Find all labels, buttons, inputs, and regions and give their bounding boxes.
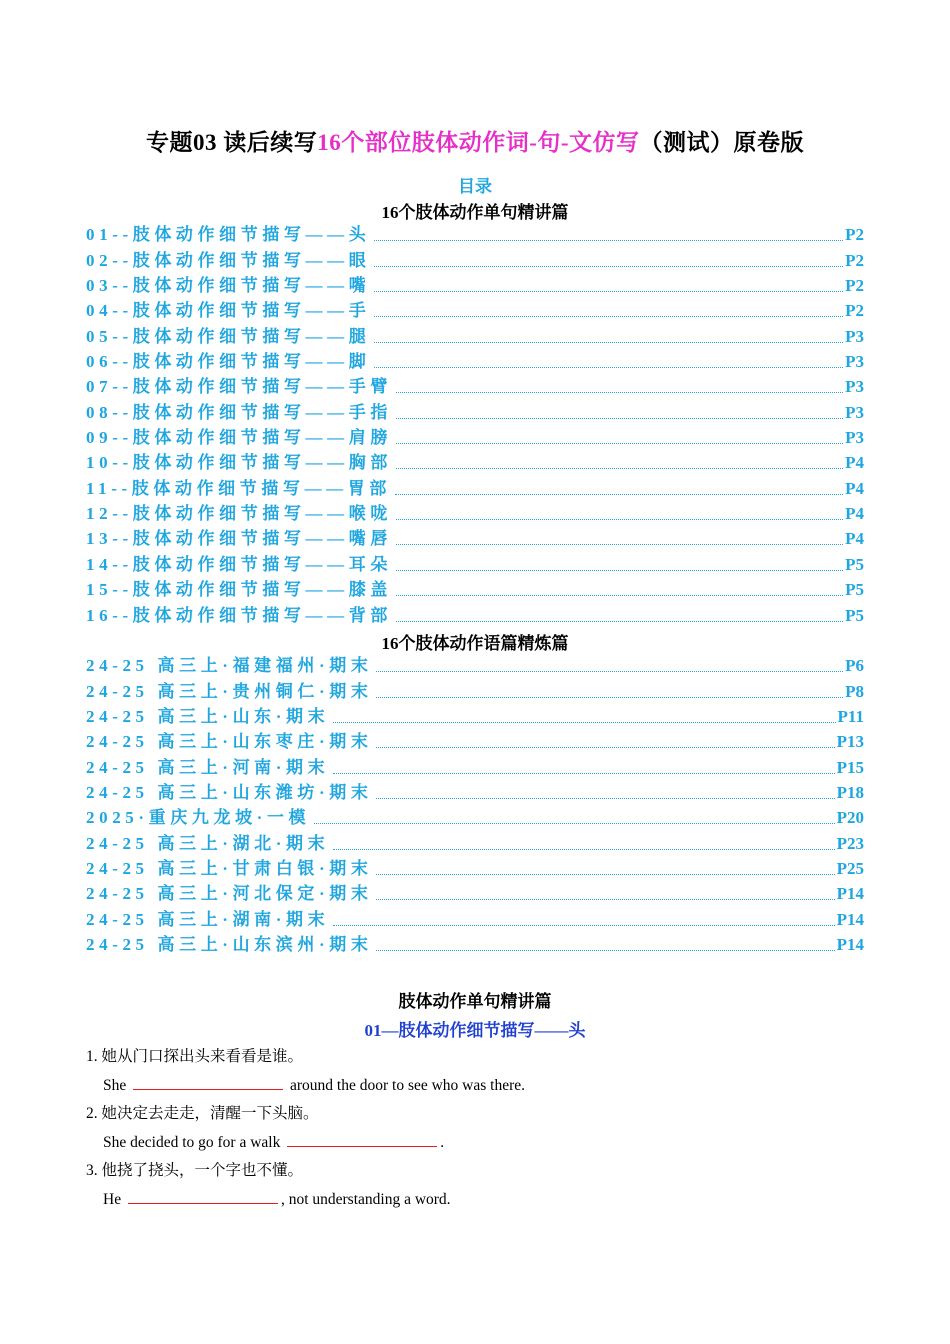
toc-dot-leader (396, 442, 843, 444)
question-1-answer-blank[interactable] (133, 1075, 283, 1090)
toc-entry[interactable] (86, 575, 864, 600)
toc-entry-label: 24-25 高三上·河南·期末 (86, 757, 330, 777)
toc-entry[interactable] (86, 904, 864, 929)
toc-dot-leader (333, 848, 834, 850)
toc-dot-leader (396, 620, 843, 622)
toc-entry-label: 24-25 高三上·山东潍坊·期末 (86, 783, 373, 803)
toc-entry-label: 24-25 高三上·甘肃白银·期末 (86, 859, 373, 879)
toc-dot-leader (374, 366, 843, 368)
toc-entry-label: 16--肢体动作细节描写——背部 (86, 605, 392, 625)
title-part-suffix: （测试）原卷版 (639, 130, 805, 155)
toc-entry[interactable] (86, 651, 864, 676)
toc-entry-label: 12--肢体动作细节描写——喉咙 (86, 504, 392, 524)
toc-entry[interactable] (86, 245, 864, 270)
toc-heading: 目录 (458, 177, 492, 196)
toc-entry[interactable] (86, 473, 864, 498)
toc-entry-label: 07--肢体动作细节描写——手臂 (86, 377, 392, 397)
toc-entry-page-number: P15 (836, 757, 864, 777)
toc-dot-leader (376, 949, 834, 951)
toc-entry-page-number: P3 (845, 402, 864, 422)
question-3-english (86, 1189, 886, 1218)
toc-entry[interactable] (86, 524, 864, 549)
toc-entry[interactable] (86, 600, 864, 625)
toc-dot-leader (396, 543, 843, 545)
toc-dot-leader (396, 569, 843, 571)
toc-entry-label: 14--肢体动作细节描写——耳朵 (86, 554, 392, 574)
toc-entry-page-number: P5 (845, 580, 864, 600)
title-part-prefix: 专题03 读后续写 (145, 130, 318, 155)
toc-dot-leader (333, 772, 834, 774)
toc-entry-label: 24-25 高三上·山东枣庄·期末 (86, 732, 373, 752)
toc-entry-page-number: P8 (845, 681, 864, 701)
toc-entry-label: 24-25 高三上·福建福州·期末 (86, 656, 373, 676)
toc-entry[interactable] (86, 423, 864, 448)
toc-dot-leader (374, 290, 843, 292)
toc-entry-page-number: P13 (836, 732, 864, 752)
toc-dot-leader (376, 696, 843, 698)
toc-entry-label: 03--肢体动作细节描写——嘴 (86, 276, 371, 296)
toc-entry[interactable] (86, 778, 864, 803)
toc-entry[interactable] (86, 448, 864, 473)
toc-dot-leader (395, 493, 843, 495)
toc-entry-page-number: P6 (845, 656, 864, 676)
exercise-list (86, 1046, 886, 1217)
toc-entry[interactable] (86, 803, 864, 828)
toc-entry-page-number: P4 (845, 504, 864, 524)
toc-entry-page-number: P3 (845, 428, 864, 448)
toc-section1-list (86, 220, 864, 626)
toc-entry-label: 09--肢体动作细节描写——肩膀 (86, 428, 392, 448)
toc-entry-label: 24-25 高三上·山东滨州·期末 (86, 935, 373, 955)
toc-entry-label: 02--肢体动作细节描写——眼 (86, 250, 371, 270)
toc-entry[interactable] (86, 702, 864, 727)
toc-entry-label: 04--肢体动作细节描写——手 (86, 301, 371, 321)
toc-section2-list (86, 651, 864, 955)
toc-entry-label: 05--肢体动作细节描写——腿 (86, 326, 371, 346)
toc-entry-page-number: P20 (836, 808, 864, 828)
toc-dot-leader (333, 924, 834, 926)
question-2-after-text: . (440, 1133, 445, 1151)
toc-entry[interactable] (86, 321, 864, 346)
toc-entry[interactable] (86, 347, 864, 372)
toc-entry-label: 24-25 高三上·山东·期末 (86, 707, 330, 727)
toc-entry[interactable] (86, 854, 864, 879)
toc-entry-label: 2025·重庆九龙坡·一模 (86, 808, 311, 828)
toc-entry-page-number: P3 (845, 326, 864, 346)
toc-entry-label: 24-25 高三上·湖南·期末 (86, 909, 330, 929)
toc-entry[interactable] (86, 930, 864, 955)
toc-entry-label: 15--肢体动作细节描写——膝盖 (86, 580, 392, 600)
question-1-after-text: around the door to see who was there. (290, 1076, 526, 1094)
toc-entry[interactable] (86, 397, 864, 422)
toc-entry-label: 01--肢体动作细节描写——头 (86, 225, 371, 245)
toc-entry-page-number: P4 (845, 529, 864, 549)
toc-entry-page-number: P5 (845, 605, 864, 625)
toc-dot-leader (333, 721, 835, 723)
toc-entry[interactable] (86, 220, 864, 245)
toc-entry[interactable] (86, 676, 864, 701)
toc-entry-page-number: P2 (845, 276, 864, 296)
toc-dot-leader (374, 341, 843, 343)
question-2-answer-blank[interactable] (287, 1132, 437, 1147)
toc-dot-leader (376, 746, 834, 748)
question-2-chinese: 2. 她决定去走走，清醒一下头脑。 (86, 1105, 319, 1122)
toc-dot-leader (376, 797, 834, 799)
toc-entry-page-number: P14 (836, 884, 864, 904)
toc-dot-leader (396, 391, 843, 393)
toc-entry-page-number: P2 (845, 225, 864, 245)
toc-dot-leader (374, 239, 843, 241)
toc-entry-page-number: P18 (836, 783, 864, 803)
toc-entry[interactable] (86, 296, 864, 321)
body-subsection-heading: 01—肢体动作细节描写——头 (364, 1021, 586, 1040)
toc-entry-page-number: P2 (845, 301, 864, 321)
toc-dot-leader (376, 670, 843, 672)
toc-entry-label: 13--肢体动作细节描写——嘴唇 (86, 529, 392, 549)
document-title (0, 124, 950, 157)
question-3-answer-blank[interactable] (128, 1189, 278, 1204)
toc-dot-leader (374, 265, 843, 267)
toc-section2-heading: 16个肢体动作语篇精炼篇 (381, 634, 569, 653)
toc-entry[interactable] (86, 271, 864, 296)
toc-entry[interactable] (86, 499, 864, 524)
toc-entry[interactable] (86, 549, 864, 574)
question-1-chinese: 1. 她从门口探出头来看看是谁。 (86, 1048, 304, 1065)
toc-entry-page-number: P11 (837, 707, 864, 727)
toc-entry-page-number: P4 (845, 478, 864, 498)
toc-dot-leader (314, 822, 834, 824)
toc-entry-label: 24-25 高三上·贵州铜仁·期末 (86, 681, 373, 701)
toc-dot-leader (396, 417, 843, 419)
question-3-chinese: 3. 他挠了挠头，一个字也不懂。 (86, 1162, 304, 1179)
toc-entry[interactable] (86, 727, 864, 752)
question-3-after-text: , not understanding a word. (280, 1190, 451, 1208)
toc-entry-page-number: P5 (845, 554, 864, 574)
question-2-english (86, 1132, 886, 1161)
toc-section1-heading: 16个肢体动作单句精讲篇 (381, 203, 569, 222)
toc-entry-label: 06--肢体动作细节描写——脚 (86, 352, 371, 372)
question-1-english (86, 1075, 886, 1104)
toc-entry-label: 24-25 高三上·湖北·期末 (86, 833, 330, 853)
toc-entry-page-number: P3 (845, 377, 864, 397)
toc-dot-leader (396, 467, 843, 469)
toc-entry[interactable] (86, 752, 864, 777)
body-section-heading: 肢体动作单句精讲篇 (398, 992, 552, 1011)
toc-dot-leader (376, 898, 834, 900)
toc-entry-page-number: P3 (845, 352, 864, 372)
toc-dot-leader (396, 518, 843, 520)
toc-dot-leader (396, 594, 843, 596)
toc-entry-page-number: P4 (845, 453, 864, 473)
toc-entry-label: 11--肢体动作细节描写——胃部 (86, 478, 391, 498)
toc-entry-label: 24-25 高三上·河北保定·期末 (86, 884, 373, 904)
toc-entry-page-number: P2 (845, 250, 864, 270)
toc-entry-page-number: P23 (836, 833, 864, 853)
title-part-highlight: 16个部位肢体动作词-句-文仿写 (317, 130, 640, 155)
toc-entry-label: 10--肢体动作细节描写——胸部 (86, 453, 392, 473)
toc-entry[interactable] (86, 879, 864, 904)
question-3-before-text: He (103, 1190, 122, 1208)
question-2-before-text: She decided to go for a walk (103, 1133, 281, 1151)
toc-entry[interactable] (86, 372, 864, 397)
toc-entry-page-number: P25 (836, 859, 864, 879)
toc-entry-page-number: P14 (836, 909, 864, 929)
toc-entry[interactable] (86, 828, 864, 853)
toc-dot-leader (376, 873, 834, 875)
toc-entry-label: 08--肢体动作细节描写——手指 (86, 402, 392, 422)
toc-dot-leader (374, 315, 843, 317)
toc-entry-page-number: P14 (836, 935, 864, 955)
question-1-before-text: She (103, 1076, 127, 1094)
